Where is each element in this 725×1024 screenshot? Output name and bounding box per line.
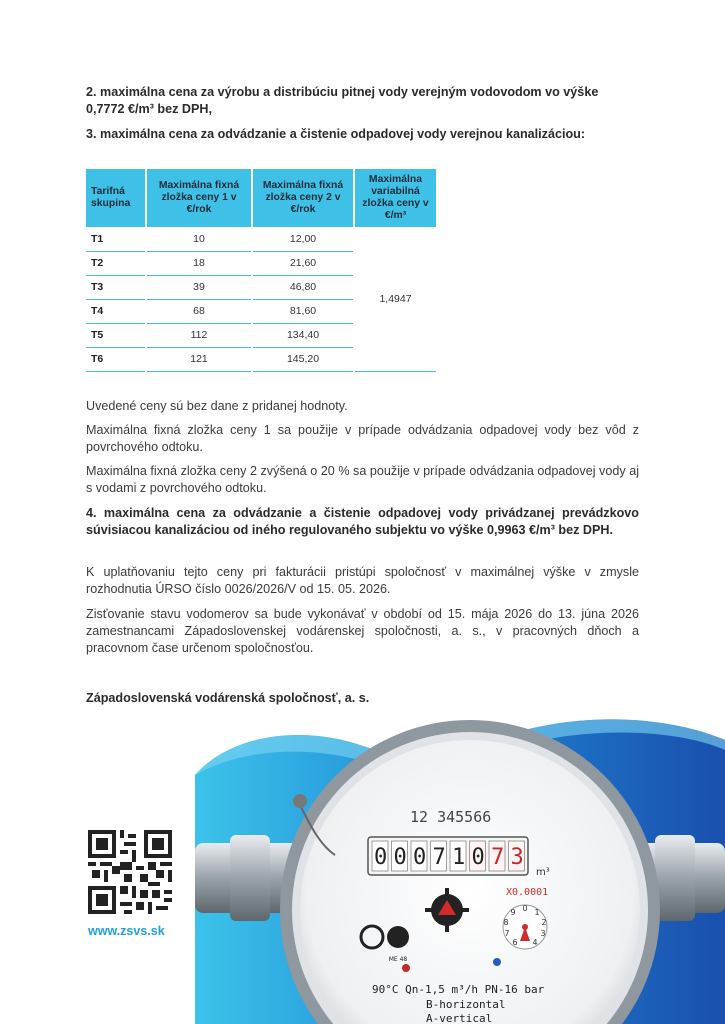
odometer-digit: 0 xyxy=(471,845,485,870)
meter-unit: m³ xyxy=(536,867,550,878)
tariff-group-cell: T4 xyxy=(86,299,146,323)
svg-text:7: 7 xyxy=(504,929,510,938)
pct-mark-icon xyxy=(387,926,409,948)
fixed-2-cell: 145,20 xyxy=(252,347,354,371)
meter-mark: ME 48 xyxy=(388,956,408,963)
website-link[interactable]: www.zsvs.sk xyxy=(88,924,165,938)
fixed-1-cell: 112 xyxy=(146,323,252,347)
svg-text:4: 4 xyxy=(532,938,538,947)
header-variable: Maximálna variabilná zložka ceny v €/m³ xyxy=(354,169,436,227)
odometer-digit: 3 xyxy=(510,845,524,870)
svg-text:0: 0 xyxy=(522,904,528,913)
note-vat: Uvedené ceny sú bez dane z pridanej hodnoty. xyxy=(86,399,348,413)
note-meter-reading: Zisťovanie stavu vodomerov sa bude vykonávať v období od 15. mája 2026 do 13. júna 2026 zamestnancami Západoslovenskej vodárenskej spoločnosti, a. s., v pracovných dňoch a pracovnom čase určenom spoločnosťou. xyxy=(86,607,639,655)
fixed-1-cell: 10 xyxy=(146,227,252,251)
odometer-digit: 7 xyxy=(432,845,446,870)
item-4-text: 4. maximálna cena za odvádzanie a čistenie odpadovej vody privádzanej prevádzkovo súvisiacou kanalizáciou od iného regulovaného subjektu vo výške 0,9963 €/m³ bez DPH. xyxy=(86,506,639,537)
svg-text:3: 3 xyxy=(540,929,546,938)
meter-factor: X0.0001 xyxy=(506,887,549,898)
meter-orientation-b: B-horizontal xyxy=(426,998,506,1011)
odometer-digit: 0 xyxy=(413,845,427,870)
note-fixed-2: Maximálna fixná zložka ceny 2 zvýšená o 20 % sa použije v prípade odvádzania odpadovej vody aj s vodami z povrchového odtoku. xyxy=(86,464,639,495)
tariff-table xyxy=(86,169,436,372)
meter-serial: 12 345566 xyxy=(410,808,492,826)
tariff-group-cell: T2 xyxy=(86,251,146,275)
svg-text:9: 9 xyxy=(510,908,516,917)
tariff-group-cell: T3 xyxy=(86,275,146,299)
note-urso: K uplatňovaniu tejto ceny pri fakturácii pristúpi spoločnosť v maximálnej výške v zmysle rozhodnutia ÚRSO číslo 0026/2026/V od 15. 05. 2026. xyxy=(86,565,639,596)
fixed-1-cell: 68 xyxy=(146,299,252,323)
odometer-digit: 0 xyxy=(393,845,407,870)
fixed-2-cell: 81,60 xyxy=(252,299,354,323)
fixed-2-cell: 46,80 xyxy=(252,275,354,299)
odometer-digit: 0 xyxy=(374,845,388,870)
odometer-digit: 7 xyxy=(491,845,505,870)
header-tariff-group: Tarifná skupina xyxy=(86,169,146,227)
qr-code-icon xyxy=(88,830,172,914)
odometer-digit: 1 xyxy=(452,845,466,870)
header-fixed-2: Maximálna fixná zložka ceny 2 v €/rok xyxy=(252,169,354,227)
svg-text:1: 1 xyxy=(534,908,540,917)
svg-text:6: 6 xyxy=(512,938,518,947)
company-name: Západoslovenská vodárenská spoločnosť, a. s. xyxy=(86,691,370,705)
fixed-1-cell: 121 xyxy=(146,347,252,371)
header-fixed-1: Maximálna fixná zložka ceny 1 v €/rok xyxy=(146,169,252,227)
svg-text:2: 2 xyxy=(541,918,547,927)
tariff-group-cell: T5 xyxy=(86,323,146,347)
seal-icon xyxy=(293,794,307,808)
fixed-2-cell: 21,60 xyxy=(252,251,354,275)
variable-cell: 1,4947 xyxy=(354,227,436,371)
meter-orientation-a: A-vertical xyxy=(426,1012,493,1024)
item-3-text: 3. maximálna cena za odvádzanie a čistenie odpadovej vody verejnou kanalizáciou: xyxy=(86,127,586,141)
svg-text:8: 8 xyxy=(503,918,509,927)
tariff-group-cell: T6 xyxy=(86,347,146,371)
fixed-1-cell: 39 xyxy=(146,275,252,299)
table-row xyxy=(86,227,436,251)
fixed-2-cell: 12,00 xyxy=(252,227,354,251)
fixed-2-cell: 134,40 xyxy=(252,323,354,347)
meter-spec: 90°C Qn-1,5 m³/h PN-16 bar xyxy=(372,983,545,996)
tariff-group-cell: T1 xyxy=(86,227,146,251)
item-2-text: 2. maximálna cena za výrobu a distribúciu pitnej vody verejným vodovodom vo výške 0,7772 €/m³ bez DPH, xyxy=(86,85,599,116)
fixed-1-cell: 18 xyxy=(146,251,252,275)
note-fixed-1: Maximálna fixná zložka ceny 1 sa použije v prípade odvádzania odpadovej vody bez vôd z povrchového odtoku. xyxy=(86,423,639,454)
